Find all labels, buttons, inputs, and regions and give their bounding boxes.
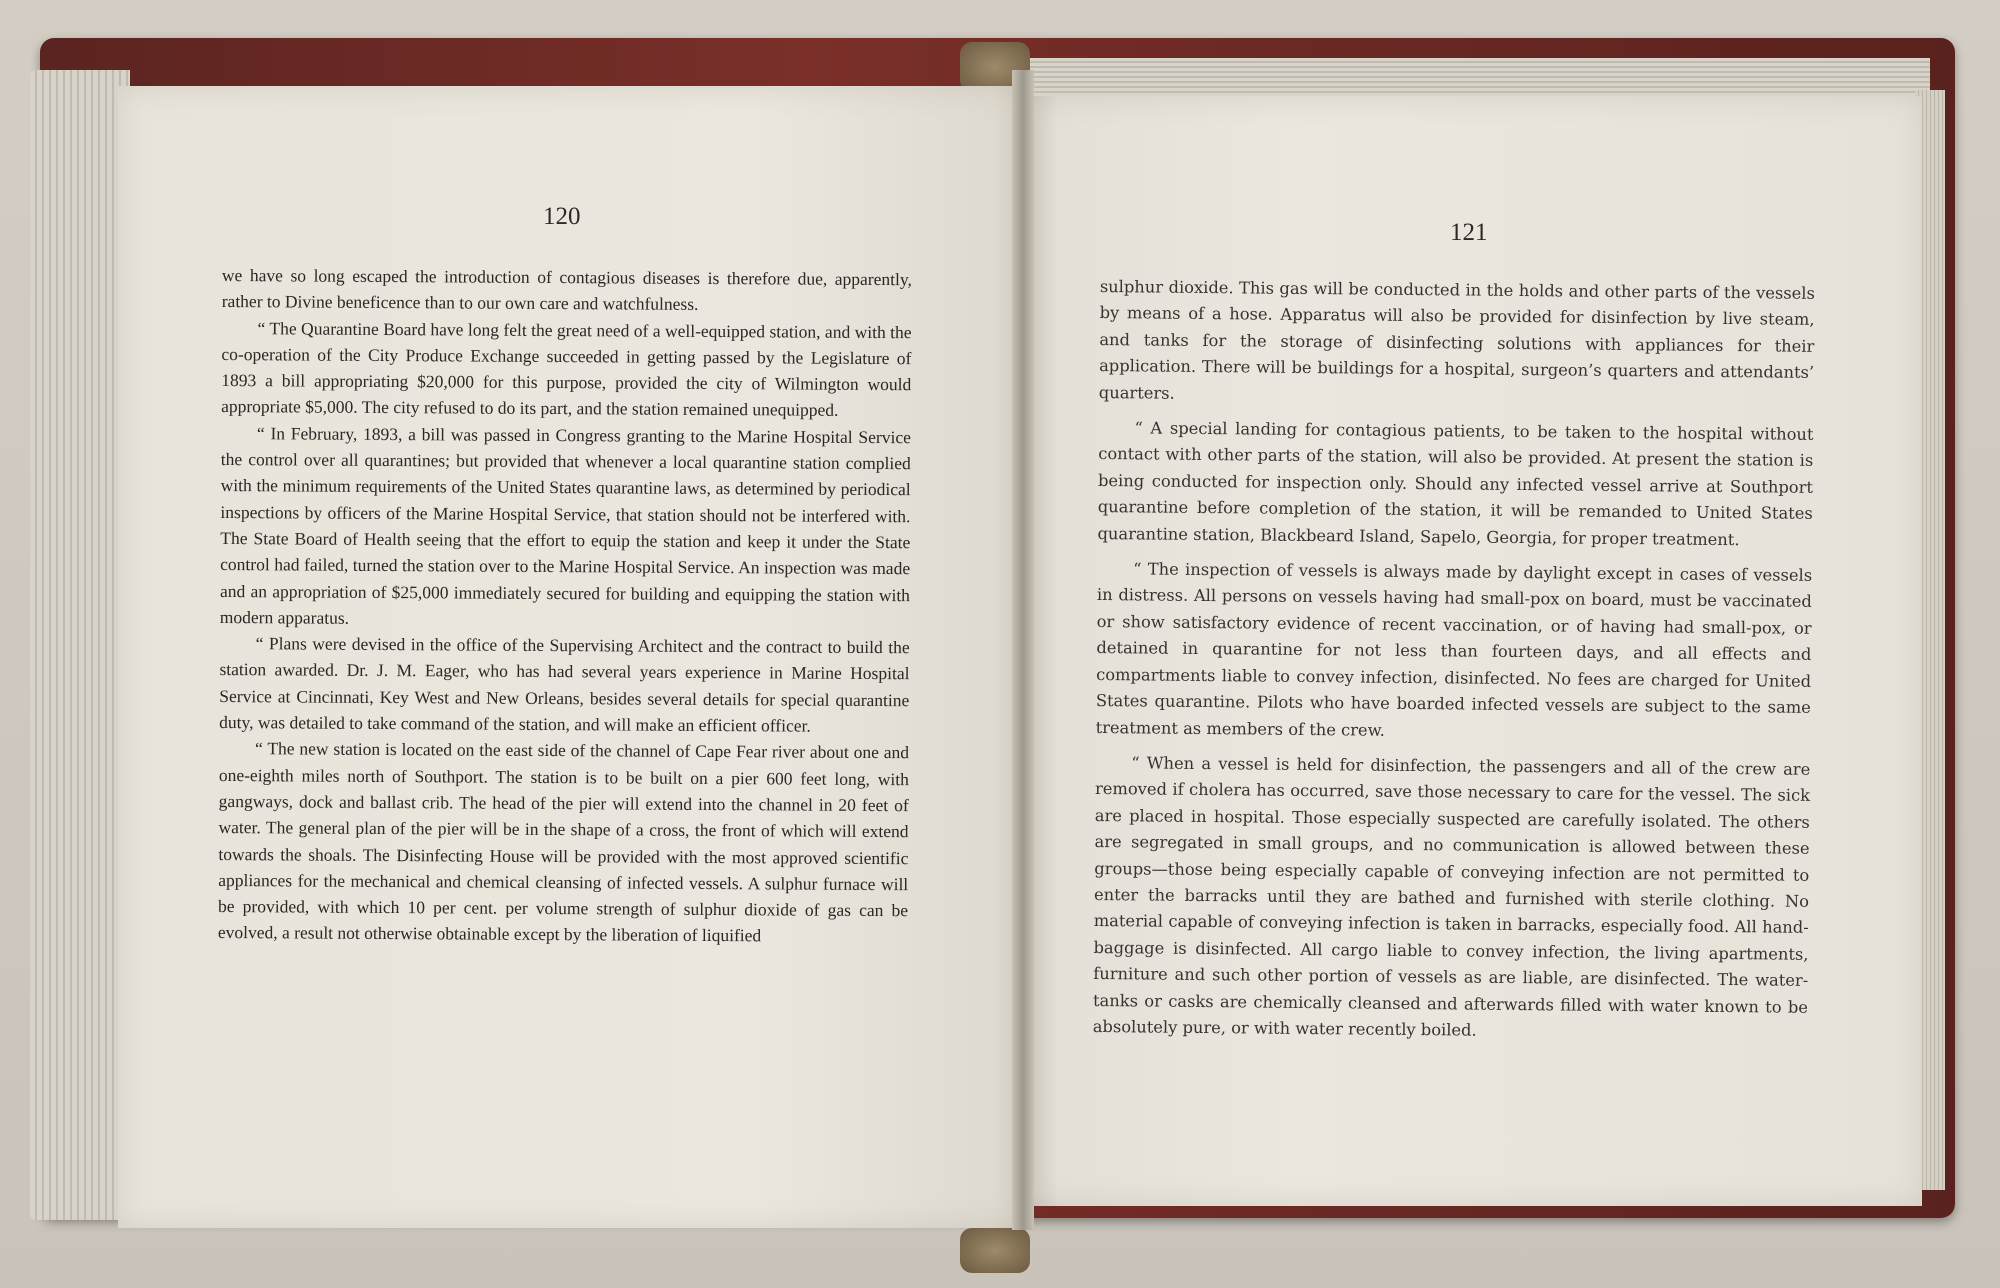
left-page-text (218, 262, 912, 950)
paragraph: sulphur dioxide. This gas will be conducted in the holds and other parts of the vessels by means of a hose. Apparatus will also be provided for disinfection by live steam, and tanks for the storage of disinfecting solutions with appliances for their application. There will be buildings for a hospital, surgeon’s quarters and attendants’ quarters. (1098, 276, 1815, 403)
page-edges-top (1020, 58, 1930, 98)
page-edges-left (30, 70, 130, 1220)
paragraph: “ The Quarantine Board have long felt the great need of a well-equipped station, and with the co-operation of the City Produce Exchange succeeded in getting passed by the Legislature of 1893 a bill appropriating $20,000 for this purpose, provided the city of Wilmington would appropriate $5,000. The city refused to do its part, and the station remained unequipped. (221, 317, 912, 421)
right-page-number: 121 (1450, 219, 1488, 246)
paragraph: “ The new station is located on the east side of the channel of Cape Fear river about one and one-eighth miles north of Southport. The station is to be built on a pier 600 feet long, with gangways, dock and ballast crib. The head of the pier will extend into the channel in 20 feet of water. The general plan of the pier will be in the shape of a cross, the front of which will extend towards the shoals. The Disinfecting House will be provided with the most approved scientific appliances for the mechanical and chemical cleansing of infected vessels. A sulphur furnace will be provided, with which 10 per cent. per volume strength of sulphur dioxide of gas can be evolved, a result not otherwise obtainable except by the liberation of liquified (217, 738, 910, 946)
paragraph: “ Plans were devised in the office of the Supervising Architect and the contract to build the station awarded. Dr. J. M. Eager, who has had several years experience in Marine Hospital Service at Cincinnati, Key West and New Orleans, besides several details for special quarantine duty, was detailed to take command of the station, and will make an efficient officer. (219, 633, 910, 736)
paragraph: “ A special landing for contagious patients, to be taken to the hospital without contact with other parts of the station, will also be provided. At present the station is being conducted for inspection only. Should any infected vessel arrive at Southport quarantine before completion of the station, it will be remanded to United States quarantine station, Blackbeard Island, Sapelo, Georgia, for proper treatment. (1097, 418, 1814, 549)
paragraph: “ In February, 1893, a bill was passed in Congress granting to the Marine Hospital Service the control over all quarantines; but provided that whenever a local quarantine station complied with the minimum requirements of the United States quarantine laws, as determined by periodical inspections by officers of the Marine Hospital Service, that station should not be interfered with. The State Board of Health seeing that the effort to equip the station and keep it under the State control had failed, turned the station over to the Marine Hospital Service. An inspection was made and an appropriation of $25,000 immediately secured for building and equipping the station with modern apparatus. (219, 422, 912, 628)
paragraph: “ When a vessel is held for disinfection, the passengers and all of the crew are removed if cholera has occurred, save those necessary to care for the vessel. The sick are placed in hospital. Those especially suspected are carefully isolated. The others are segregated in small groups, and no communication is allowed between these groups—those being especially capable of conveying infection are not permitted to enter the barracks until they are bathed and furnished with sterile clothing. No material capable of conveying infection is taken in barracks, especially food. All hand-baggage is disinfected. All cargo liable to convey infection, the living apartments, furniture and such other portion of vessels as are liable, are disinfected. The water-tanks or casks are chemically cleansed and afterwards filled with water known to be absolutely pure, or with water recently boiled. (1092, 753, 1811, 1040)
right-page-text (1093, 274, 1815, 1047)
paragraph: we have so long escaped the introduction of contagious diseases is therefore due, apparently, rather to Divine beneficence than to our own care and watchfulness. (221, 264, 912, 315)
book-gutter (1012, 70, 1034, 1230)
paragraph: “ The inspection of vessels is always made by daylight except in cases of vessels in distress. All persons on vessels having had small-pox on board, must be vaccinated or show satisfactory evidence of recent vaccination, or of having had small-pox, or detained in quarantine for not less than fourteen days, and all effects and compartments liable to convey infection, disinfected. No fees are charged for United States quarantine. Pilots who have boarded infected vessels are subject to the same treatment as members of the crew. (1095, 559, 1813, 740)
spine-binding-bottom (960, 1228, 1030, 1273)
left-page-number: 120 (543, 203, 581, 230)
